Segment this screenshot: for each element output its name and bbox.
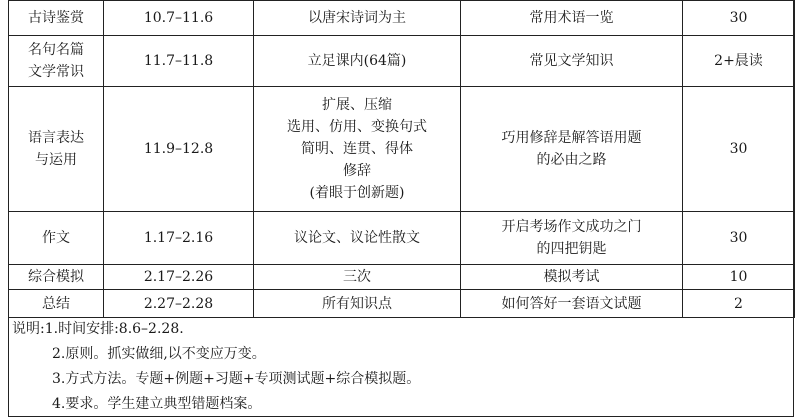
dates-cell: 11.7–11.8: [104, 36, 254, 87]
content-cell: 三次: [254, 265, 461, 290]
dates-cell: 10.7–11.6: [104, 1, 254, 36]
method-cell: 常见文学知识: [461, 36, 683, 87]
notes-section: [8, 317, 794, 417]
topic-cell: 总结: [9, 290, 104, 318]
dates-cell: 11.9–12.8: [104, 87, 254, 212]
hours-cell: 30: [683, 212, 795, 265]
hours-cell: 2+晨读: [683, 36, 795, 87]
note-line-1: 说明:1.时间安排:8.6–2.28.: [12, 321, 184, 337]
table-row: [9, 212, 795, 265]
note-line-2: 2.原则。抓实做细,以不变应万变。: [52, 346, 266, 362]
dates-cell: 2.27–2.28: [104, 290, 254, 318]
hours-cell: 10: [683, 265, 795, 290]
topic-cell: 语言表达 与运用: [9, 87, 104, 212]
content-cell: 立足课内(64篇): [254, 36, 461, 87]
dates-cell: 2.17–2.26: [104, 265, 254, 290]
table-row: [9, 36, 795, 87]
content-cell: 所有知识点: [254, 290, 461, 318]
table-row: [9, 265, 795, 290]
topic-cell: 综合模拟: [9, 265, 104, 290]
review-schedule-table: [8, 0, 795, 318]
method-cell: 模拟考试: [461, 265, 683, 290]
method-cell: 巧用修辞是解答语用题 的必由之路: [461, 87, 683, 212]
topic-cell: 作文: [9, 212, 104, 265]
method-cell: 开启考场作文成功之门 的四把钥匙: [461, 212, 683, 265]
content-cell: 以唐宋诗词为主: [254, 1, 461, 36]
note-line-4: 4.要求。学生建立典型错题档案。: [52, 396, 262, 412]
table-row: [9, 290, 795, 318]
method-cell: 如何答好一套语文试题: [461, 290, 683, 318]
topic-cell: 古诗鉴赏: [9, 1, 104, 36]
table-row: [9, 87, 795, 212]
hours-cell: 2: [683, 290, 795, 318]
content-cell: 议论文、议论性散文: [254, 212, 461, 265]
note-line-3: 3.方式方法。专题+例题+习题+专项测试题+综合模拟题。: [52, 371, 421, 387]
topic-cell: 名句名篇 文学常识: [9, 36, 104, 87]
method-cell: 常用术语一览: [461, 1, 683, 36]
hours-cell: 30: [683, 87, 795, 212]
table-row: [9, 1, 795, 36]
dates-cell: 1.17–2.16: [104, 212, 254, 265]
hours-cell: 30: [683, 1, 795, 36]
content-cell: 扩展、压缩 选用、仿用、变换句式 简明、连贯、得体 修辞 (着眼于创新题): [254, 87, 461, 212]
